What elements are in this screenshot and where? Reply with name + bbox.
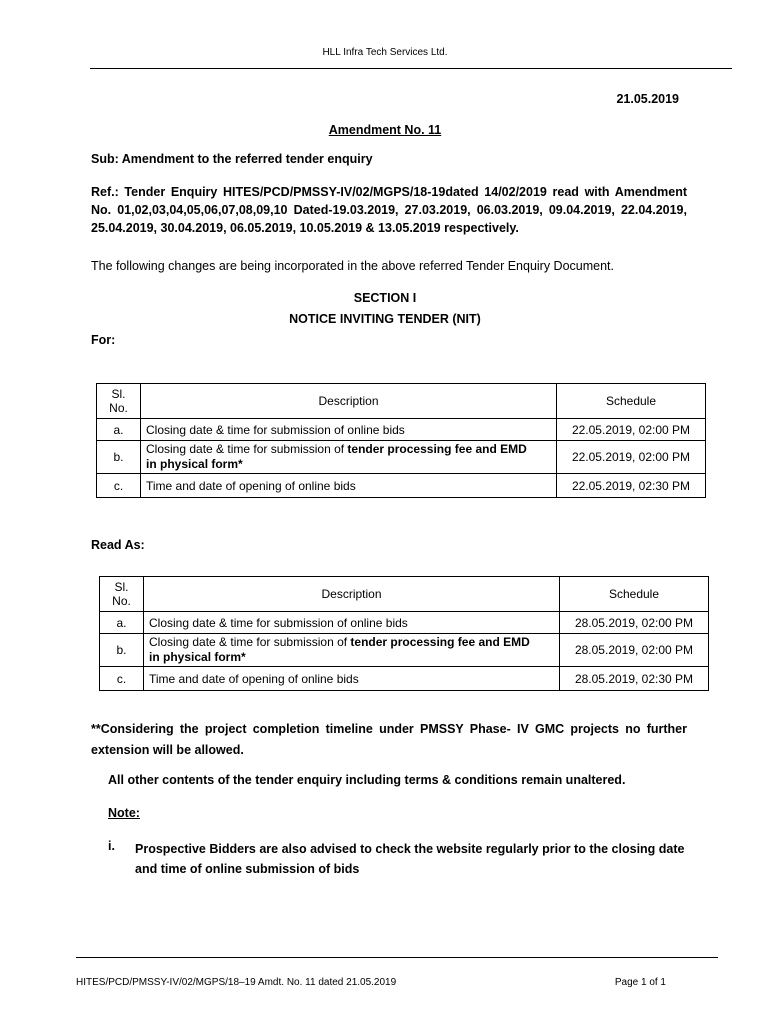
table-header-row xyxy=(97,384,706,419)
for-label: For: xyxy=(91,333,116,347)
extension-warning: **Considering the project completion timeline under PMSSY Phase- IV GMC projects no further extension will be allowed. xyxy=(91,722,687,757)
footer-divider xyxy=(76,957,718,958)
row-description-bold: tender processing fee and EMD xyxy=(350,635,530,649)
row-description xyxy=(144,634,560,667)
header-sl-no xyxy=(97,384,141,419)
for-schedule-table xyxy=(96,383,706,498)
note-heading: Note: xyxy=(108,806,140,820)
header-divider xyxy=(90,68,732,69)
footer-reference: HITES/PCD/PMSSY-IV/02/MGPS/18–19 Amdt. No. 11 dated 21.05.2019 xyxy=(76,977,397,988)
row-sl: c. xyxy=(100,667,144,691)
other-contents-statement: All other contents of the tender enquiry including terms & conditions remain unaltered. xyxy=(108,773,626,787)
header-sl-text: Sl. xyxy=(114,580,129,594)
row-schedule: 22.05.2019, 02:30 PM xyxy=(557,474,706,498)
row-description-bold: tender processing fee and EMD xyxy=(347,442,527,456)
page-number: Page 1 of 1 xyxy=(614,977,666,988)
table-header-row xyxy=(100,577,709,612)
amendment-title: Amendment No. 11 xyxy=(328,123,442,137)
section-heading: SECTION I xyxy=(353,291,417,305)
row-sl: a. xyxy=(100,612,144,634)
row-description xyxy=(141,441,557,474)
row-description-bold-cont: in physical form* xyxy=(149,650,246,664)
row-sl: c. xyxy=(97,474,141,498)
row-schedule: 28.05.2019, 02:30 PM xyxy=(560,667,709,691)
table-row xyxy=(97,419,706,441)
row-sl: b. xyxy=(97,441,141,474)
header-description: Description xyxy=(144,577,560,612)
reference-paragraph: Ref.: Tender Enquiry HITES/PCD/PMSSY-IV/02/MGPS/18-19dated 14/02/2019 read with Amendment No. 01,02,03,04,05,06,07,08,09,10 Dated-19.03.2019, 27.03.2019, 06.03.2019, 09.04.2019, 22.04.2019, 25.04.2019, 30.04.2019, 06.05.2019, 10.05.2019 & 13.05.2019 respectively. xyxy=(91,185,687,235)
read-as-label: Read As: xyxy=(91,538,145,552)
table-row xyxy=(97,441,706,474)
row-schedule: 22.05.2019, 02:00 PM xyxy=(557,441,706,474)
row-sl: b. xyxy=(100,634,144,667)
row-description-plain: Closing date & time for submission of xyxy=(149,635,351,649)
row-schedule: 28.05.2019, 02:00 PM xyxy=(560,612,709,634)
table-row xyxy=(100,667,709,691)
header-description: Description xyxy=(141,384,557,419)
header-no-text: No. xyxy=(109,401,128,415)
row-description-plain: Closing date & time for submission of xyxy=(146,442,348,456)
row-schedule: 28.05.2019, 02:00 PM xyxy=(560,634,709,667)
row-description: Time and date of opening of online bids xyxy=(144,667,560,691)
row-description: Time and date of opening of online bids xyxy=(141,474,557,498)
row-schedule: 22.05.2019, 02:00 PM xyxy=(557,419,706,441)
subject-line: Sub: Amendment to the referred tender enquiry xyxy=(91,152,373,166)
table-row xyxy=(97,474,706,498)
row-description-bold-cont: in physical form* xyxy=(146,457,243,471)
document-date: 21.05.2019 xyxy=(616,92,679,106)
row-description: Closing date & time for submission of online bids xyxy=(144,612,560,634)
section-subheading: NOTICE INVITING TENDER (NIT) xyxy=(289,312,481,326)
note-item-number: i. xyxy=(108,839,115,853)
note-item-text: Prospective Bidders are also advised to check the website regularly prior to the closing date and time of online submission of bids xyxy=(135,842,685,876)
header-schedule: Schedule xyxy=(560,577,709,612)
read-as-schedule-table xyxy=(99,576,709,691)
intro-paragraph: The following changes are being incorporated in the above referred Tender Enquiry Document. xyxy=(91,259,615,273)
row-sl: a. xyxy=(97,419,141,441)
row-description: Closing date & time for submission of online bids xyxy=(141,419,557,441)
header-sl-text: Sl. xyxy=(111,387,126,401)
header-sl-no xyxy=(100,577,144,612)
table-row xyxy=(100,612,709,634)
table-row xyxy=(100,634,709,667)
header-schedule: Schedule xyxy=(557,384,706,419)
header-org-name: HLL Infra Tech Services Ltd. xyxy=(322,47,448,58)
header-no-text: No. xyxy=(112,594,131,608)
